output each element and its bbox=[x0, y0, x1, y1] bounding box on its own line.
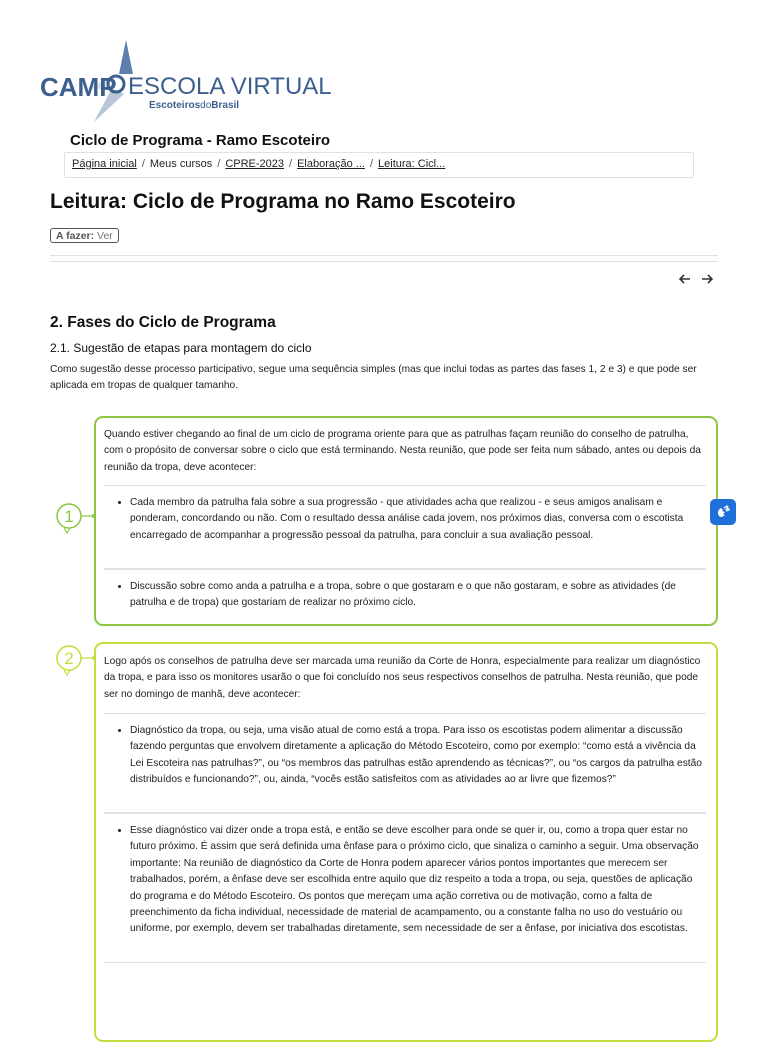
page-navigation bbox=[676, 272, 716, 287]
breadcrumb-separator: / bbox=[217, 158, 221, 170]
step-1-bullet-card bbox=[104, 485, 706, 569]
breadcrumb-separator: / bbox=[141, 158, 145, 170]
step-1-box bbox=[94, 416, 718, 626]
breadcrumb-separator: / bbox=[369, 158, 374, 170]
list-item: • Esse diagnóstico vai dizer onde a tropa está, e então se deve escolher para onde se quer ir, ou, como a tropa quer estar no futuro próximo. É assim que será definida uma ênfase para o próximo ciclo, que sinaliza o caminho a seguir. Uma observação importante: Na reunião de diagnóstico da Corte de Honra podem aparecer vários pontos importantes que merecem ser trabalhados, porém, a ênfase deve ser escolhida entre aquilo que diz respeito a toda a tropa, ou seja, questões de aplicação do programa e do Método Escoteiro. Os pontos que mereçam uma ação corretiva ou de motivação, como a falta de preenchimento da ficha individual, necessidade de material de acampamento, ou a constante falha no uso do vestuário ou uniforme, por exemplo, devem ser trabalhadas diretamente, sem necessidade de ser a ênfase, por iniciativa dos escotistas. bbox=[130, 823, 706, 938]
accessibility-button[interactable] bbox=[710, 499, 736, 525]
arrow-left-icon[interactable] bbox=[676, 272, 694, 287]
divider bbox=[50, 255, 718, 256]
logo-wordmark-escola: ESCOLA VIRTUAL bbox=[128, 73, 332, 100]
breadcrumb-current[interactable]: Leitura: Cicl... bbox=[378, 158, 446, 170]
breadcrumb-section[interactable]: Elaboração ... bbox=[297, 158, 365, 170]
todo-value: Ver bbox=[97, 230, 113, 242]
section-title: 2. Fases do Ciclo de Programa bbox=[50, 314, 276, 331]
svg-text:2: 2 bbox=[64, 649, 74, 668]
logo-brand: EscoteirosdoBrasil bbox=[149, 100, 240, 111]
compass-logo-icon bbox=[36, 36, 332, 128]
list-item: • Diagnóstico da tropa, ou seja, uma visão atual de como está a tropa. Para isso os escotistas podem alimentar a discussão fazendo perguntas que envolvem diretamente a aplicação do Método Escoteiro, como por exemplo: “como está a vivência da Lei Escoteira nas patrulhas?”, ou “os membros das patrulhas estão aprendendo as técnicas?”, ou “os cargos da patrulha estão distribuídos e funcionando?”, ou, ainda, “vocês estão satisfeitos com as atividades ao ar livre que fizemos?” bbox=[130, 723, 706, 789]
arrow-right-icon[interactable] bbox=[698, 272, 716, 287]
site-logo[interactable] bbox=[36, 36, 332, 128]
step-2-bullet-card bbox=[104, 713, 706, 813]
subsection-title: 2.1. Sugestão de etapas para montagem do ciclo bbox=[50, 341, 312, 355]
intro-paragraph: Como sugestão desse processo participativo, segue uma sequência simples (mas que inclui todas as partes das fases 1, 2 e 3) e que pode ser aplicada em tropas de qualquer tamanho. bbox=[50, 364, 697, 391]
step-2-lead: Logo após os conselhos de patrulha deve ser marcada uma reunião da Corte de Honra, especialmente para realizar um diagnóstico da tropa, e para isso os monitores usarão o que foi concluído nos seus respectivos conselhos de patrulha. Nesta reunião, que pode ser no domingo de manhã, deve acontecer: bbox=[104, 656, 701, 700]
list-item: • Discussão sobre como anda a patrulha e a tropa, sobre o que gostaram e o que não gostaram, e sobre as atividades (de patrulha e de tropa) que gostariam de realizar no próximo ciclo. bbox=[130, 579, 706, 612]
step-2-box bbox=[94, 642, 718, 1042]
todo-label: A fazer: bbox=[56, 230, 95, 242]
svg-text:1: 1 bbox=[64, 507, 74, 526]
sign-language-hands-icon bbox=[715, 504, 731, 520]
step-1-lead: Quando estiver chegando ao final de um ciclo de programa oriente para que as patrulhas façam reunião do conselho de patrulha, com o propósito de conversar sobre o ciclo que está terminando. Nesta reunião, que pode ser feita num sábado, antes ou depois da reunião da tropa, deve acontecer: bbox=[104, 429, 701, 473]
step-1-bullet-card bbox=[104, 569, 706, 620]
course-title[interactable]: Ciclo de Programa - Ramo Escoteiro bbox=[70, 132, 331, 149]
list-item: • Cada membro da patrulha fala sobre a sua progressão - que atividades acha que realizou - e seus amigos analisam e ponderam, concordando ou não. Com o resultado dessa análise cada jovem, nos próximos dias, conversa com o escotista encarregado de acompanhar a progressão pessoal da patrulha, para concluir a sua avaliação pessoal. bbox=[130, 495, 706, 544]
breadcrumb bbox=[64, 152, 694, 178]
divider bbox=[50, 261, 718, 262]
breadcrumb-home[interactable]: Página inicial bbox=[72, 158, 137, 170]
breadcrumb-course[interactable]: CPRE-2023 bbox=[225, 158, 285, 170]
step-2-bullet-card bbox=[104, 813, 706, 963]
step-1-number-icon bbox=[54, 500, 80, 534]
completion-badge bbox=[50, 228, 119, 243]
logo-wordmark-camp: CAMP bbox=[40, 72, 117, 102]
breadcrumb-my-courses: Meus cursos bbox=[149, 158, 213, 170]
breadcrumb-separator: / bbox=[289, 158, 293, 170]
page-title: Leitura: Ciclo de Programa no Ramo Escoteiro bbox=[50, 190, 516, 213]
step-2-number-icon bbox=[54, 642, 80, 676]
